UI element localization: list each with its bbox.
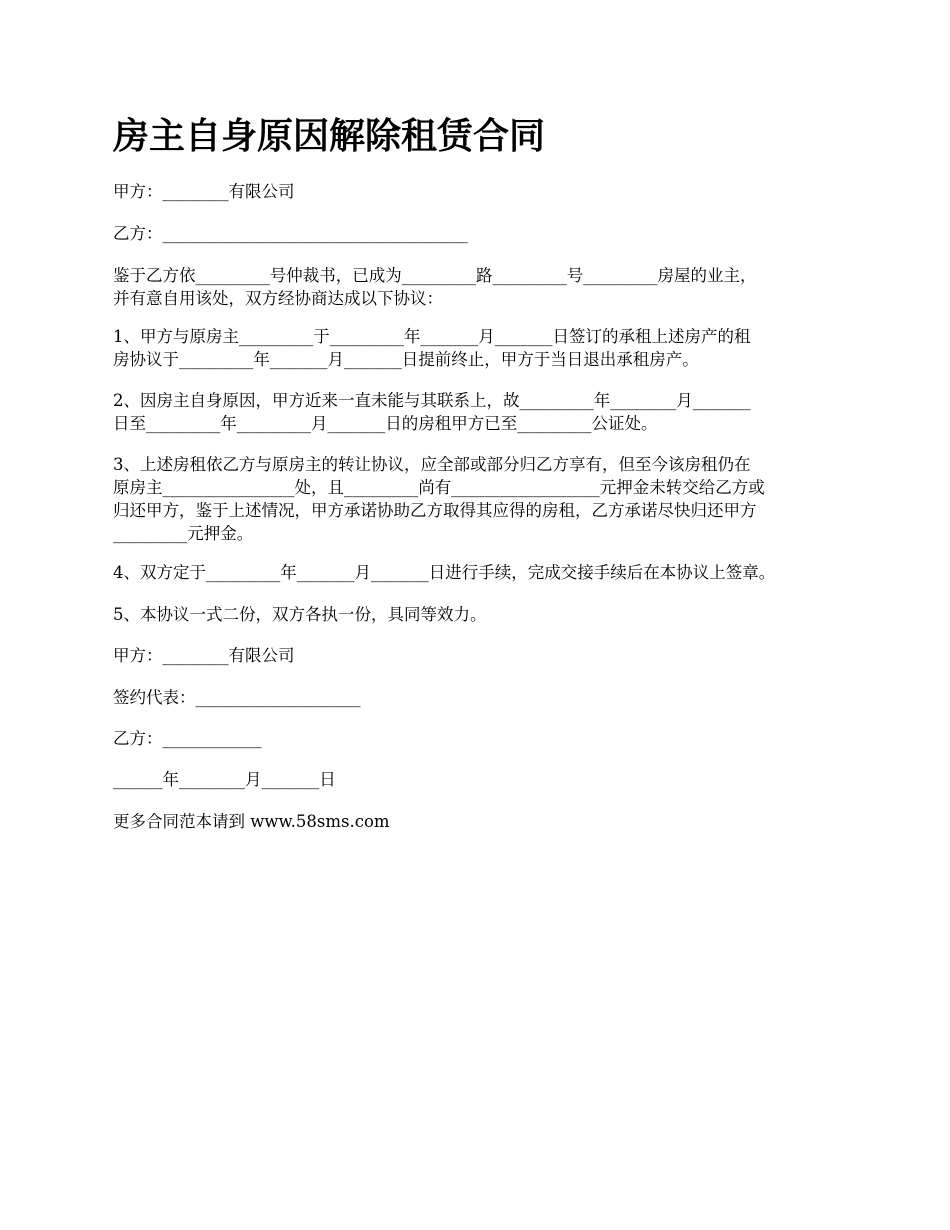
- clause-2-paragraph: [113, 389, 751, 435]
- signature-party-b: 乙方：____________: [113, 729, 262, 748]
- clause-1-paragraph: [113, 325, 751, 371]
- clause-3-line-4: _________元押金。: [113, 524, 254, 543]
- clause-5-paragraph: 5、本协议一式二份，双方各执一份，具同等效力。: [113, 605, 487, 624]
- preamble-line-2: 并有意自用该处，双方经协商达成以下协议：: [113, 289, 443, 308]
- clause-3-line-2: 原房主________________处，且_________尚有__________________元押金未转交给乙方或: [113, 478, 765, 497]
- clause-2-line-1: 2、因房主自身原因，甲方近来一直未能与其联系上，故_________年________月_______: [113, 391, 751, 410]
- clause-1-line-1: 1、甲方与原房主_________于_________年_______月_______日签订的承租上述房产的租: [113, 327, 751, 346]
- footer-note: 更多合同范本请到 www.58sms.com: [113, 812, 390, 831]
- party-a-line: 甲方：________有限公司: [113, 182, 295, 201]
- clause-1-line-2: 房协议于_________年_______月_______日提前终止，甲方于当日退出承租房产。: [113, 350, 699, 369]
- preamble-paragraph: [113, 264, 757, 310]
- party-b-line: 乙方：_____________________________________: [113, 224, 468, 243]
- clause-2-line-2: 日至_________年_________月_______日的房租甲方已至_________公证处。: [113, 414, 658, 433]
- clause-4-paragraph: 4、双方定于_________年_______月_______日进行手续，完成交接手续后在本协议上签章。: [113, 563, 776, 582]
- document-title: 房主自身原因解除租赁合同: [113, 116, 546, 157]
- signature-representative: 签约代表：____________________: [113, 688, 361, 707]
- clause-3-line-3: 归还甲方，鉴于上述情况，甲方承诺协助乙方取得其应得的房租，乙方承诺尽快归还甲方: [113, 501, 757, 520]
- clause-3-line-1: 3、上述房租依乙方与原房主的转让协议，应全部或部分归乙方享有，但至今该房租仍在: [113, 455, 751, 474]
- signature-date: ______年________月_______日: [113, 770, 336, 789]
- preamble-line-1: 鉴于乙方依_________号仲裁书，已成为_________路_________号_________房屋的业主，: [113, 266, 757, 285]
- clause-3-paragraph: [113, 453, 765, 545]
- signature-party-a: 甲方：________有限公司: [113, 646, 295, 665]
